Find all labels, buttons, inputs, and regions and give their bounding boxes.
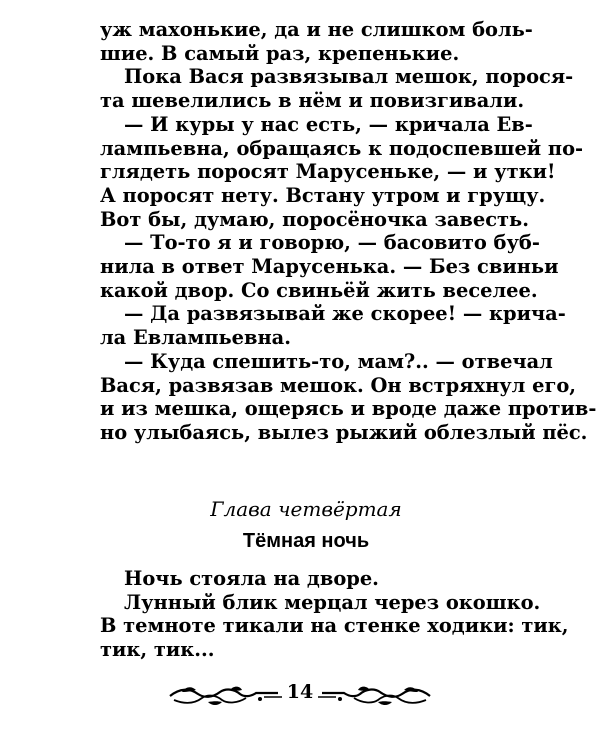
text-line: тик, тик... [100,638,215,662]
text-line: Вот бы, думаю, поросёночка завесть. [100,207,529,231]
chapter-label: Глава четвёртая [210,497,402,521]
text-line: шие. В самый раз, крепенькие. [100,41,460,65]
text-line: глядеть поросят Марусеньке, — и утки! [100,160,556,184]
chapter-heading [100,495,512,555]
chapter-text [100,567,569,662]
text-line: нила в ответ Марусенька. — Без свиньи [100,255,559,279]
chapter-paragraphs [100,567,569,662]
text-line: А поросят нету. Встану утром и грущу. [100,183,546,207]
text-line: Лунный блик мерцал через окошко. [124,590,541,614]
text-line: — То-то я и говорю, — басовито буб- [124,231,540,255]
text-line: лампьевна, обращаясь к подоспевшей по- [100,136,584,160]
text-line: та шевелились в нём и повизгивали. [100,89,525,113]
text-line: ла Евлампьевна. [100,326,291,350]
text-line: но улыбаясь, вылез рыжий облезлый пёс. [100,420,588,444]
text-line: — Куда спешить-то, мам?.. — отвечал [124,349,553,373]
text-line: Ночь стояла на дворе. [124,567,379,590]
page-number: 14 [286,681,314,703]
text-line: — Да развязывай же скорее! — крича- [124,302,566,326]
page-footer [168,680,432,710]
text-line: В темноте тикали на стенке ходики: тик, [100,614,569,638]
body-paragraphs [100,18,597,445]
body-text [100,18,597,445]
text-line: — И куры у нас есть, — кричала Ев- [124,112,533,136]
text-line: Вася, развязав мешок. Он встряхнул его, [100,373,577,397]
text-line: и из мешка, ощерясь и вроде даже против- [100,397,597,421]
text-line: какой двор. Со свиньёй жить веселее. [100,278,538,302]
text-line: уж махонькие, да и не слишком боль- [100,18,533,41]
text-line: Пока Вася развязывал мешок, порося- [124,65,574,89]
chapter-title: Тёмная ночь [242,530,370,552]
